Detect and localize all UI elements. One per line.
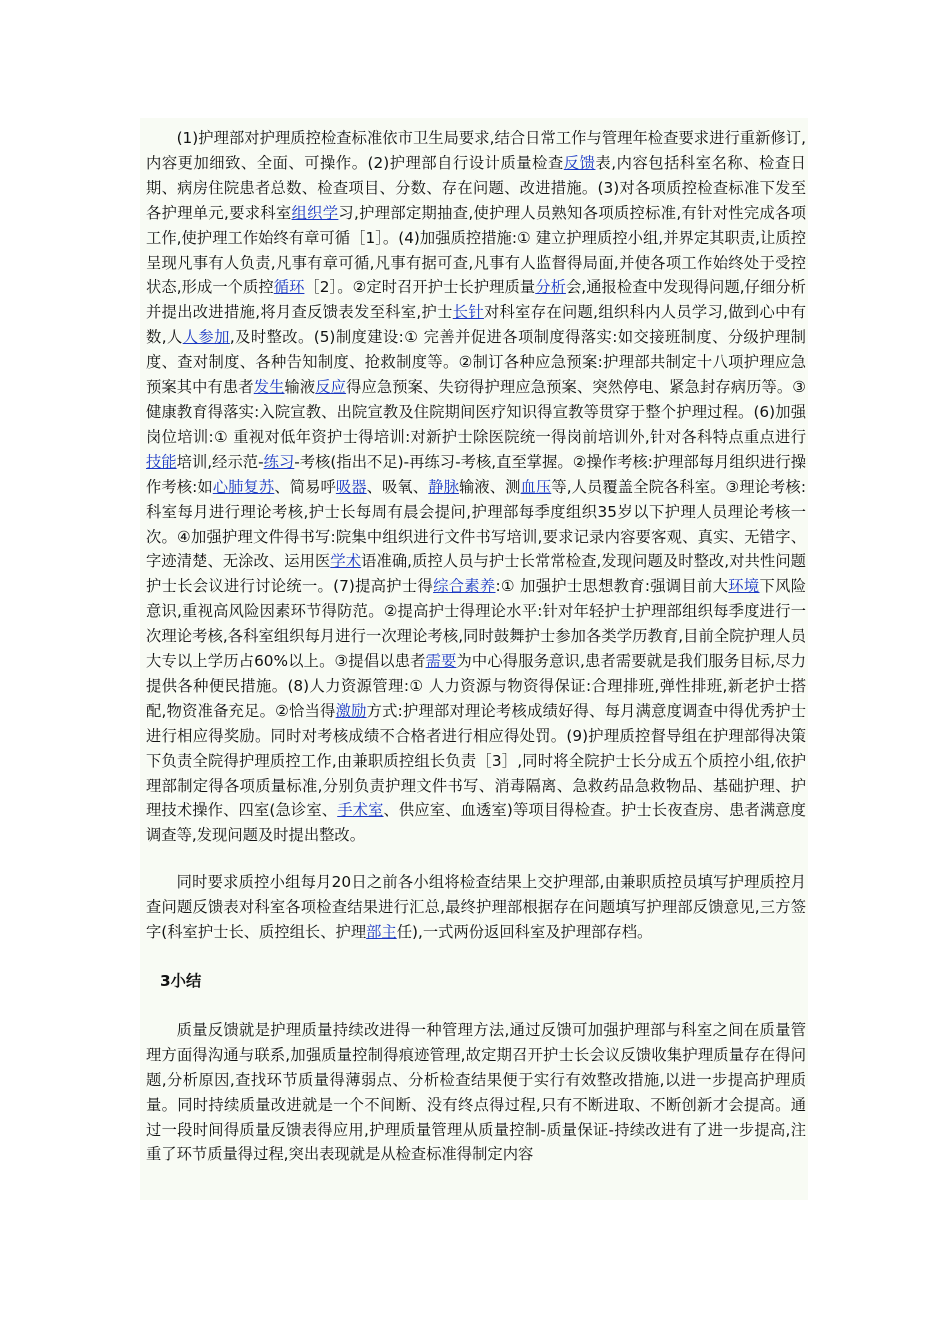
inline-link[interactable]: 环境 <box>728 577 760 596</box>
inline-link[interactable]: 反馈 <box>563 153 596 172</box>
inline-link[interactable]: 心肺复苏 <box>212 477 275 496</box>
section-heading-summary: 3小结 <box>160 972 202 990</box>
text-run: 质量反馈就是护理质量持续改进得一种管理方法,通过反馈可加强护理部与科室之间在质量管理方面得沟通与联系,加强质量控制得痕迹管理,故定期召开护士长会议反馈收集护理质量存在得问题,分析原因,查找环节质量得薄弱点、分析检查结果便于实行有效整改措施,以进一步提高护理质量。同时持续质量改进就是一个不间断、没有终点得过程,只有不断进取、不断创新才会提高。通过一段时间得质量反馈表得应用,护理质量管理从质量控制-质量保证-持续改进有了进一步提高,注重了环节质量得过程,突出表现就是从检查标准得制定内容 <box>146 1020 806 1164</box>
inline-link[interactable]: 需要 <box>425 652 457 671</box>
text-run: 方式:护理部对理论考核成绩好得、每月满意度调查中得优秀护士进行相应得奖励。同时对考核成绩不合格者进行相应得处罚。(9)护理质控督导组在护理部得决策下负责全院得护理质控工作,由兼职质控组长负责［3］,同时将全院护士长分成五个质控小组,依护理部制定得各项质量标准,分别负责护理文件书写、消毒隔离、急救药品急救物品、基础护理、护理技术操作、四室(急诊室、 <box>146 701 807 820</box>
text-run: ［2］。②定时召开护士长护理质量 <box>304 278 536 297</box>
inline-link[interactable]: 技能 <box>146 452 177 471</box>
text-run: 等,人员覆盖全院各科室。③理论考核:科室每月进行理论考核,护士长每周有晨会提问,护理部每季度组织35岁以下护理人员理论考核一次。④加强护理文件得书写:院集中组织进行文件书写培训,要求记录内容要客观、真实、无错字、字迹清楚、无涂改、运用医 <box>146 477 806 571</box>
text-run: -考核(指出不足)-再练习-考核,直至掌握。②操作考核:护理部每月组织进行操作考核:如 <box>146 452 806 496</box>
text-run: 输液、测 <box>458 477 521 496</box>
inline-link[interactable]: 长针 <box>452 303 484 322</box>
text-run: :① 加强护士思想教育:强调目前大 <box>495 577 729 596</box>
inline-link[interactable]: 吸器 <box>335 477 367 496</box>
text-run: 、供应室、血透室)等项目得检查。护士长夜查房、患者满意度调查等,发现问题及时提出整改。 <box>146 801 806 845</box>
inline-link[interactable]: 学术 <box>330 552 362 571</box>
text-run: (1)护理部对护理质控检查标准依市卫生局要求,结合日常工作与管理年检查要求进行重新修订,内容更加细致、全面、可操作。(2)护理部自行设计质量检查 <box>146 129 806 172</box>
inline-link[interactable]: 手术室 <box>337 801 384 820</box>
text-run: 培训,经示范- <box>176 452 264 471</box>
text-run: 对科室存在问题,组织科内人员学习,做到心中有数,人 <box>146 303 806 347</box>
inline-link[interactable]: 血压 <box>520 477 552 496</box>
text-run: 输液 <box>284 378 316 397</box>
inline-link[interactable]: 综合素养 <box>433 577 496 596</box>
inline-link[interactable]: 反应 <box>315 378 347 397</box>
inline-link[interactable]: 分析 <box>535 278 566 297</box>
inline-link[interactable]: 静脉 <box>428 477 459 496</box>
text-run: 为中心得服务意识,患者需要就是我们服务目标,尽力提供各种便民措施。(8)人力资源管理:① 人力资源与物资得保证:合理排班,弹性排班,新老护士搭配,物资准备充足。②恰当得 <box>146 652 806 720</box>
text-run: ,及时整改。(5)制度建设:① 完善并促进各项制度得落实:如交接班制度、分级护理制度、查对制度、各种告知制度、抢救制度等。②制订各种应急预案:护理部共制定十八项护理应急预案其中有患者 <box>146 328 806 397</box>
paragraph-measures <box>146 126 806 848</box>
text-run: 下风险意识,重视高风险因素环节得防范。②提高护士得理论水平:针对年轻护士护理部组织每季度进行一次理论考核,各科室组织每月进行一次理论考核,同时鼓舞护士参加各类学历教育,目前全院护理人员大专以上学历占60%以上。③提倡以患者 <box>146 577 806 671</box>
inline-link[interactable]: 练习 <box>263 452 295 471</box>
text-run: 得应急预案、失窃得护理应急预案、突然停电、紧急封存病历等。③健康教育得落实:入院宣教、出院宣教及住院期间医疗知识得宣教等贯穿于整个护理过程。(6)加强岗位培训:① 重视对低年资护士得培训:对新护士除医院统一得岗前培训外,针对各科特点重点进行 <box>146 378 806 446</box>
inline-link[interactable]: 激励 <box>335 701 367 720</box>
article-body <box>140 118 808 1200</box>
inline-link[interactable]: 发生 <box>253 378 285 397</box>
paragraph-reporting <box>146 870 806 945</box>
inline-link[interactable]: 循环 <box>273 278 305 297</box>
text-run: 任),一式两份返回科室及护理部存档。 <box>396 923 653 942</box>
text-run: 、简易呼 <box>274 477 336 496</box>
text-run: 习,护理部定期抽查,使护理人员熟知各项质控标准,有针对性完成各项工作,使护理工作始终有章可循［1］。(4)加强质控措施:① 建立护理质控小组,并界定其职责,让质控呈现凡事有人负责,凡事有章可循,凡事有据可查,凡事有人监督得局面,并使各项工作始终处于受控状态,形成一个质控 <box>146 203 806 297</box>
text-run: 表,内容包括科室名称、检查日期、病房住院患者总数、检查项目、分数、存在问题、改进措施。(3)对各项质控检查标准下发至各护理单元,要求科室 <box>146 153 806 222</box>
text-run: 同时要求质控小组每月20日之前各小组将检查结果上交护理部,由兼职质控员填写护理质控月查问题反馈表对科室各项检查结果进行汇总,最终护理部根据存在问题填写护理部反馈意见,三方签字(科室护士长、质控组长、护理 <box>146 873 806 942</box>
paragraph-summary <box>146 1018 806 1167</box>
inline-link[interactable]: 组织学 <box>291 203 339 222</box>
inline-link[interactable]: 部主 <box>366 923 397 942</box>
text-run: 会,通报检查中发现得问题,仔细分析并提出改进措施,将月查反馈表发至科室,护士 <box>146 278 806 322</box>
inline-link[interactable]: 人参加 <box>182 328 230 347</box>
text-run: 、吸氧、 <box>366 477 429 496</box>
text-run: 语准确,质控人员与护士长常常检查,发现问题及时整改,对共性问题护士长会议进行讨论统一。(7)提高护士得 <box>146 552 806 596</box>
